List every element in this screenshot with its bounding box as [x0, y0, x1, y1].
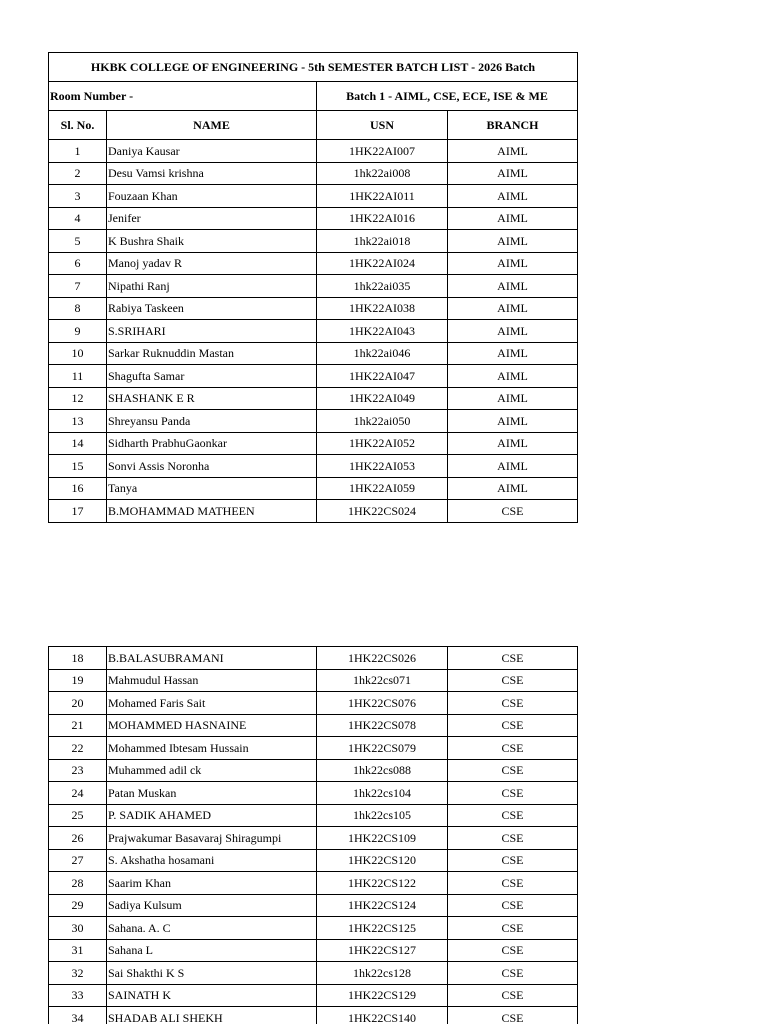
- usn-cell: 1hk22ai018: [317, 230, 448, 253]
- sl-no-cell: 10: [49, 342, 107, 365]
- name-cell: Sonvi Assis Noronha: [107, 455, 317, 478]
- usn-cell: 1HK22CS026: [317, 647, 448, 670]
- name-cell: Sidharth PrabhuGaonkar: [107, 432, 317, 455]
- usn-cell: 1HK22CS127: [317, 939, 448, 962]
- name-cell: Sai Shakthi K S: [107, 962, 317, 985]
- name-cell: Mohammed Ibtesam Hussain: [107, 737, 317, 760]
- name-cell: S. Akshatha hosamani: [107, 849, 317, 872]
- sl-no-cell: 12: [49, 387, 107, 410]
- name-cell: Sarkar Ruknuddin Mastan: [107, 342, 317, 365]
- table-row: [49, 185, 578, 208]
- name-cell: Desu Vamsi krishna: [107, 162, 317, 185]
- name-cell: MOHAMMED HASNAINE: [107, 714, 317, 737]
- sl-no-cell: 34: [49, 1007, 107, 1024]
- table-row: [49, 962, 578, 985]
- branch-cell: CSE: [448, 939, 578, 962]
- branch-cell: AIML: [448, 162, 578, 185]
- usn-cell: 1HK22CS024: [317, 500, 448, 523]
- table-row: [49, 669, 578, 692]
- name-cell: Mahmudul Hassan: [107, 669, 317, 692]
- room-batch-row: [49, 82, 578, 111]
- sl-no-cell: 14: [49, 432, 107, 455]
- name-cell: Sadiya Kulsum: [107, 894, 317, 917]
- branch-cell: CSE: [448, 669, 578, 692]
- name-cell: Fouzaan Khan: [107, 185, 317, 208]
- sl-no-cell: 19: [49, 669, 107, 692]
- branch-cell: AIML: [448, 455, 578, 478]
- column-header-row: [49, 111, 578, 140]
- sl-no-cell: 25: [49, 804, 107, 827]
- branch-cell: CSE: [448, 500, 578, 523]
- table-row: [49, 230, 578, 253]
- table-row: [49, 455, 578, 478]
- branch-cell: AIML: [448, 275, 578, 298]
- name-cell: Muhammed adil ck: [107, 759, 317, 782]
- name-cell: P. SADIK AHAMED: [107, 804, 317, 827]
- branch-cell: AIML: [448, 252, 578, 275]
- sl-no-cell: 11: [49, 365, 107, 388]
- name-cell: K Bushra Shaik: [107, 230, 317, 253]
- branch-cell: AIML: [448, 185, 578, 208]
- usn-cell: 1HK22AI007: [317, 140, 448, 163]
- table-row: [49, 500, 578, 523]
- sl-no-cell: 5: [49, 230, 107, 253]
- name-cell: S.SRIHARI: [107, 320, 317, 343]
- sl-no-cell: 32: [49, 962, 107, 985]
- table-row: [49, 342, 578, 365]
- usn-cell: 1HK22CS125: [317, 917, 448, 940]
- name-cell: SAINATH K: [107, 984, 317, 1007]
- usn-cell: 1hk22ai008: [317, 162, 448, 185]
- table-row: [49, 894, 578, 917]
- branch-cell: AIML: [448, 320, 578, 343]
- sl-no-cell: 9: [49, 320, 107, 343]
- table-row: [49, 782, 578, 805]
- table-row: [49, 275, 578, 298]
- sl-no-cell: 13: [49, 410, 107, 433]
- branch-cell: CSE: [448, 759, 578, 782]
- table-row: [49, 297, 578, 320]
- name-cell: B.MOHAMMAD MATHEEN: [107, 500, 317, 523]
- batch-list-table-page-1: [48, 52, 578, 523]
- name-cell: Prajwakumar Basavaraj Shiragumpi: [107, 827, 317, 850]
- sl-no-cell: 17: [49, 500, 107, 523]
- branch-cell: AIML: [448, 365, 578, 388]
- usn-cell: 1HK22CS078: [317, 714, 448, 737]
- table-row: [49, 410, 578, 433]
- branch-cell: AIML: [448, 477, 578, 500]
- usn-cell: 1HK22AI038: [317, 297, 448, 320]
- branch-cell: CSE: [448, 962, 578, 985]
- name-cell: Patan Muskan: [107, 782, 317, 805]
- usn-cell: 1HK22CS124: [317, 894, 448, 917]
- table-row: [49, 140, 578, 163]
- usn-cell: 1HK22AI059: [317, 477, 448, 500]
- sl-no-cell: 26: [49, 827, 107, 850]
- sl-no-cell: 4: [49, 207, 107, 230]
- usn-cell: 1hk22ai046: [317, 342, 448, 365]
- sl-no-cell: 27: [49, 849, 107, 872]
- name-cell: Rabiya Taskeen: [107, 297, 317, 320]
- branch-cell: CSE: [448, 894, 578, 917]
- table-1-body: [49, 53, 578, 523]
- batch-label: Batch 1 - AIML, CSE, ECE, ISE & ME: [317, 82, 578, 111]
- usn-cell: 1HK22AI047: [317, 365, 448, 388]
- name-cell: Saarim Khan: [107, 872, 317, 895]
- table-row: [49, 737, 578, 760]
- table-row: [49, 647, 578, 670]
- usn-cell: 1hk22cs088: [317, 759, 448, 782]
- document-title: HKBK COLLEGE OF ENGINEERING - 5th SEMESTER BATCH LIST - 2026 Batch: [49, 53, 578, 82]
- table-row: [49, 759, 578, 782]
- name-cell: SHASHANK E R: [107, 387, 317, 410]
- usn-cell: 1HK22CS122: [317, 872, 448, 895]
- usn-cell: 1HK22CS076: [317, 692, 448, 715]
- table-row: [49, 432, 578, 455]
- sl-no-cell: 20: [49, 692, 107, 715]
- table-row: [49, 365, 578, 388]
- name-cell: Shagufta Samar: [107, 365, 317, 388]
- sl-no-cell: 29: [49, 894, 107, 917]
- usn-cell: 1HK22AI053: [317, 455, 448, 478]
- batch-list-table-page-2: [48, 646, 578, 1024]
- branch-cell: CSE: [448, 849, 578, 872]
- table-row: [49, 939, 578, 962]
- sl-no-cell: 24: [49, 782, 107, 805]
- sl-no-cell: 18: [49, 647, 107, 670]
- sl-no-cell: 16: [49, 477, 107, 500]
- table-row: [49, 162, 578, 185]
- title-row: [49, 53, 578, 82]
- usn-cell: 1hk22ai035: [317, 275, 448, 298]
- branch-cell: AIML: [448, 387, 578, 410]
- branch-cell: CSE: [448, 984, 578, 1007]
- branch-cell: CSE: [448, 827, 578, 850]
- usn-cell: 1HK22AI052: [317, 432, 448, 455]
- header-sl-no: Sl. No.: [49, 111, 107, 140]
- table-row: [49, 917, 578, 940]
- branch-cell: CSE: [448, 917, 578, 940]
- usn-cell: 1hk22ai050: [317, 410, 448, 433]
- name-cell: Nipathi Ranj: [107, 275, 317, 298]
- branch-cell: CSE: [448, 1007, 578, 1024]
- name-cell: SHADAB ALI SHEKH: [107, 1007, 317, 1024]
- usn-cell: 1HK22CS079: [317, 737, 448, 760]
- table-row: [49, 714, 578, 737]
- sl-no-cell: 7: [49, 275, 107, 298]
- name-cell: B.BALASUBRAMANI: [107, 647, 317, 670]
- table-row: [49, 984, 578, 1007]
- usn-cell: 1HK22AI024: [317, 252, 448, 275]
- branch-cell: AIML: [448, 410, 578, 433]
- name-cell: Tanya: [107, 477, 317, 500]
- branch-cell: AIML: [448, 342, 578, 365]
- usn-cell: 1HK22AI011: [317, 185, 448, 208]
- usn-cell: 1HK22CS120: [317, 849, 448, 872]
- table-row: [49, 804, 578, 827]
- sl-no-cell: 8: [49, 297, 107, 320]
- sl-no-cell: 2: [49, 162, 107, 185]
- header-name: NAME: [107, 111, 317, 140]
- branch-cell: CSE: [448, 714, 578, 737]
- branch-cell: AIML: [448, 432, 578, 455]
- branch-cell: CSE: [448, 692, 578, 715]
- table-2-body: [49, 647, 578, 1024]
- usn-cell: 1HK22AI016: [317, 207, 448, 230]
- branch-cell: CSE: [448, 782, 578, 805]
- table-row: [49, 692, 578, 715]
- usn-cell: 1hk22cs104: [317, 782, 448, 805]
- usn-cell: 1hk22cs071: [317, 669, 448, 692]
- sl-no-cell: 3: [49, 185, 107, 208]
- sl-no-cell: 21: [49, 714, 107, 737]
- table-row: [49, 872, 578, 895]
- branch-cell: AIML: [448, 297, 578, 320]
- table-row: [49, 207, 578, 230]
- branch-cell: CSE: [448, 647, 578, 670]
- branch-cell: AIML: [448, 140, 578, 163]
- sl-no-cell: 22: [49, 737, 107, 760]
- name-cell: Shreyansu Panda: [107, 410, 317, 433]
- name-cell: Manoj yadav R: [107, 252, 317, 275]
- usn-cell: 1HK22CS129: [317, 984, 448, 1007]
- branch-cell: AIML: [448, 230, 578, 253]
- table-row: [49, 387, 578, 410]
- name-cell: Jenifer: [107, 207, 317, 230]
- sl-no-cell: 6: [49, 252, 107, 275]
- usn-cell: 1HK22AI043: [317, 320, 448, 343]
- table-row: [49, 252, 578, 275]
- table-row: [49, 827, 578, 850]
- name-cell: Sahana L: [107, 939, 317, 962]
- header-usn: USN: [317, 111, 448, 140]
- sl-no-cell: 31: [49, 939, 107, 962]
- sl-no-cell: 33: [49, 984, 107, 1007]
- name-cell: Mohamed Faris Sait: [107, 692, 317, 715]
- branch-cell: AIML: [448, 207, 578, 230]
- table-row: [49, 849, 578, 872]
- usn-cell: 1hk22cs128: [317, 962, 448, 985]
- header-branch: BRANCH: [448, 111, 578, 140]
- name-cell: Daniya Kausar: [107, 140, 317, 163]
- sl-no-cell: 1: [49, 140, 107, 163]
- branch-cell: CSE: [448, 737, 578, 760]
- table-row: [49, 1007, 578, 1024]
- usn-cell: 1HK22CS140: [317, 1007, 448, 1024]
- sl-no-cell: 30: [49, 917, 107, 940]
- sl-no-cell: 28: [49, 872, 107, 895]
- usn-cell: 1hk22cs105: [317, 804, 448, 827]
- table-row: [49, 320, 578, 343]
- table-row: [49, 477, 578, 500]
- branch-cell: CSE: [448, 872, 578, 895]
- usn-cell: 1HK22CS109: [317, 827, 448, 850]
- room-number-label: Room Number -: [49, 82, 317, 111]
- sl-no-cell: 15: [49, 455, 107, 478]
- sl-no-cell: 23: [49, 759, 107, 782]
- name-cell: Sahana. A. C: [107, 917, 317, 940]
- branch-cell: CSE: [448, 804, 578, 827]
- usn-cell: 1HK22AI049: [317, 387, 448, 410]
